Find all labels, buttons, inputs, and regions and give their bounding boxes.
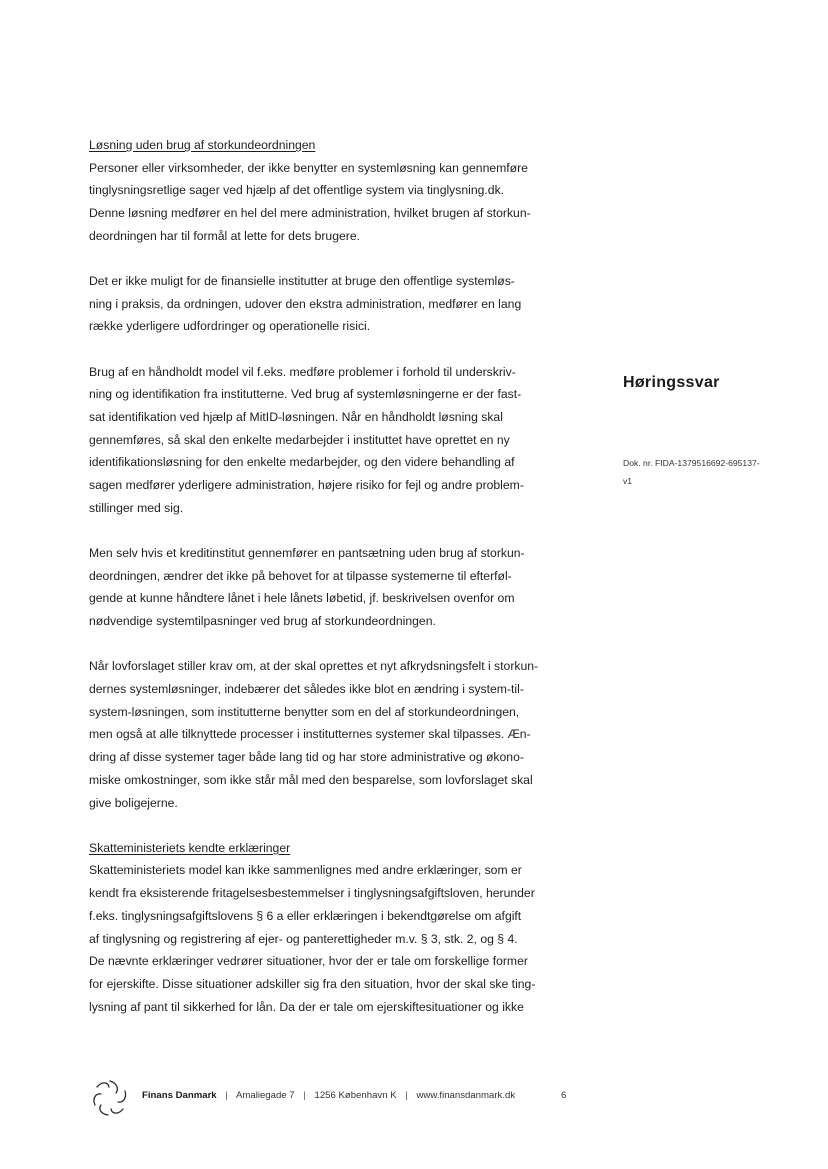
footer-text: [142, 1090, 515, 1101]
paragraph: [89, 542, 565, 633]
document-reference: [623, 454, 793, 490]
footer-postal: 1256 København K: [314, 1090, 397, 1101]
footer-separator: |: [405, 1090, 408, 1101]
text-line: dernes systemløsninger, indebærer det således ikke blot en ændring i system-til-: [89, 682, 524, 697]
text-line: nødvendige systemtilpasninger ved brug af storkundeordningen.: [89, 614, 436, 629]
text-line: Skatteministeriets model kan ikke sammenlignes med andre erklæringer, som er: [89, 863, 522, 878]
doc-ref-line: Dok. nr. FIDA-1379516692-695137-: [623, 458, 760, 468]
text-line: Brug af en håndholdt model vil f.eks. medføre problemer i forhold til underskriv-: [89, 364, 516, 379]
footer-brand: Finans Danmark: [142, 1090, 217, 1101]
page-number: 6: [561, 1090, 567, 1101]
section-heading: Skatteministeriets kendte erklæringer: [89, 840, 291, 855]
text-line: give boligejerne.: [89, 795, 178, 810]
paragraph: [89, 655, 565, 814]
text-line: kendt fra eksisterende fritagelsesbestemmelser i tinglysningsafgiftsloven, herunder: [89, 886, 535, 901]
footer-address: Amaliegade 7: [235, 1090, 295, 1101]
footer-separator: |: [225, 1090, 228, 1101]
text-line: sat identifikation ved hjælp af MitID-løsningen. Når en håndholdt løsning skal: [89, 410, 503, 425]
text-line: men også at alle tilknyttede processer i institutternes systemer skal tilpasses. Æn-: [89, 727, 531, 742]
paragraph: [89, 270, 565, 338]
text-line: af tinglysning og registrering af ejer- og panterettigheder m.v. § 3, stk. 2, og § 4.: [89, 931, 518, 946]
footer-website[interactable]: www.finansdanmark.dk: [416, 1090, 516, 1101]
text-line: Når lovforslaget stiller krav om, at der skal oprettes et nyt afkrydsningsfelt i storkun-: [89, 659, 539, 674]
text-line: dring af disse systemer tager både lang tid og har store administrative og økono-: [89, 750, 524, 765]
text-line: for ejerskifte. Disse situationer adskiller sig fra den situation, hvor der skal ske ting-: [89, 977, 536, 991]
text-line: miske omkostninger, som ikke står mål med den besparelse, som lovforslaget skal: [89, 772, 533, 787]
text-line: De nævnte erklæringer vedrører situationer, hvor der er tale om forskellige former: [89, 954, 528, 969]
text-line: ning i praksis, da ordningen, udover den ekstra administration, medfører en lang: [89, 296, 522, 311]
page-footer: [90, 1078, 590, 1118]
text-line: identifikationsløsning for den enkelte medarbejder, og den videre behandling af: [89, 455, 515, 470]
section-heading: Løsning uden brug af storkundeordningen: [89, 138, 316, 152]
text-line: gende at kunne håndtere lånet i hele lånets løbetid, jf. beskrivelsen ovenfor om: [89, 591, 515, 606]
text-line: gennemføres, så skal den enkelte medarbejder i instituttet have oprettet en ny: [89, 432, 510, 447]
finans-danmark-logo-icon: [90, 1078, 130, 1118]
paragraph: [89, 157, 565, 248]
text-line: deordningen har til formål at lette for dets brugere.: [89, 228, 360, 243]
text-line: deordningen, ændrer det ikke på behovet for at tilpasse systemerne til efterføl-: [89, 568, 512, 583]
text-line: række yderligere udfordringer og operationelle risici.: [89, 319, 371, 334]
footer-separator: |: [303, 1090, 306, 1101]
text-line: Denne løsning medfører en hel del mere administration, hvilket brugen af storkun-: [89, 206, 531, 221]
paragraph: [89, 361, 565, 520]
doc-ref-line: v1: [623, 476, 633, 486]
text-line: lysning af pant til sikkerhed for lån. Da der er tale om ejerskiftesituationer og ikke: [89, 999, 524, 1014]
text-line: Personer eller virksomheder, der ikke benytter en systemløsning kan gennemføre: [89, 160, 528, 175]
text-line: system-løsningen, som institutterne benytter som en del af storkundeordningen,: [89, 704, 520, 719]
text-line: stillinger med sig.: [89, 500, 184, 515]
text-line: sagen medfører yderligere administration, højere risiko for fejl og andre problem-: [89, 478, 524, 493]
text-line: f.eks. tinglysningsafgiftslovens § 6 a eller erklæringen i bekendtgørelse om afgift: [89, 908, 522, 923]
document-type-title: Høringssvar: [623, 374, 720, 391]
text-line: tinglysningsretlige sager ved hjælp af det offentlige system via tinglysning.dk.: [89, 183, 505, 198]
text-line: Men selv hvis et kreditinstitut gennemfører en pantsætning uden brug af storkun-: [89, 546, 525, 561]
text-line: ning og identifikation fra institutterne. Ved brug af systemløsningerne er der fast-: [89, 387, 522, 402]
text-line: Det er ikke muligt for de finansielle institutter at bruge den offentlige systemløs-: [89, 274, 515, 289]
main-text-column: [89, 134, 565, 1018]
paragraph: [89, 859, 565, 1018]
